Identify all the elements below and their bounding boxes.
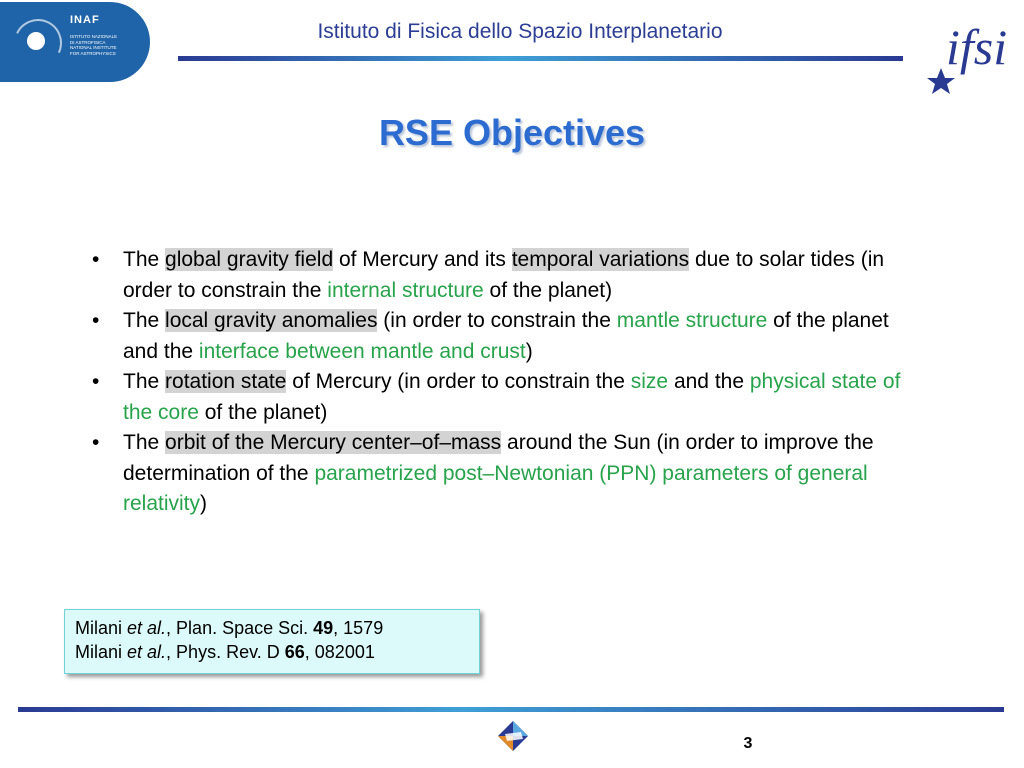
highlighted-term: global gravity field	[165, 248, 334, 271]
highlighted-term: orbit of the Mercury center–of–mass	[165, 431, 502, 454]
list-item: • The orbit of the Mercury center–of–mass around the Sun (in order to improve the determination of the parametrized post–Newtonian (PPN) parameters of general relativity)	[92, 428, 922, 520]
list-item: • The rotation state of Mercury (in order to constrain the size and the physical state of the core of the planet)	[92, 367, 922, 428]
slide-title: RSE Objectives	[378, 112, 646, 153]
inaf-logo-name: INAF	[70, 14, 100, 26]
header-title: Istituto di Fisica dello Spazio Interplanetario	[317, 20, 723, 43]
green-term: internal structure	[327, 278, 484, 302]
green-term: interface between mantle and crust	[198, 339, 526, 363]
highlighted-term: temporal variations	[511, 248, 690, 271]
highlighted-term: local gravity anomalies	[165, 309, 378, 332]
bullet-marker: •	[92, 309, 100, 332]
green-term: parametrized post–Newtonian (PPN) parameters of general relativity	[123, 461, 868, 515]
green-term: mantle structure	[616, 309, 768, 332]
diamond-logo-icon	[496, 719, 530, 753]
list-item: • The local gravity anomalies (in order to constrain the mantle structure of the planet and the interface between mantle and crust)	[92, 306, 922, 367]
bullet-marker: •	[92, 248, 100, 271]
header-divider	[178, 56, 903, 61]
planet-icon	[27, 32, 45, 50]
references-box	[64, 609, 480, 674]
list-item: • The global gravity field of Mercury and its temporal variations due to solar tides (in order to constrain the internal structure of the planet)	[92, 245, 922, 306]
footer-divider	[18, 707, 1004, 712]
inaf-logo	[0, 2, 150, 82]
reference-line: Milani et al., Phys. Rev. D 66, 082001	[75, 642, 375, 662]
ifsi-logo-text: ifsi	[946, 19, 1008, 75]
objectives-list	[92, 245, 922, 520]
reference-line: Milani et al., Plan. Space Sci. 49, 1579	[75, 618, 384, 638]
ifsi-logo	[924, 6, 1020, 94]
bullet-marker: •	[92, 370, 100, 393]
highlighted-term: rotation state	[165, 370, 287, 393]
green-term: physical state of the core	[123, 370, 901, 424]
page-number: 3	[743, 735, 753, 752]
bullet-marker: •	[92, 431, 100, 454]
inaf-logo-subtitle: ISTITUTO NAZIONALE DI ASTROFISICA NATIONAL INSTITUTE FOR ASTROPHYSICS	[70, 34, 118, 56]
green-term: size	[630, 370, 669, 393]
